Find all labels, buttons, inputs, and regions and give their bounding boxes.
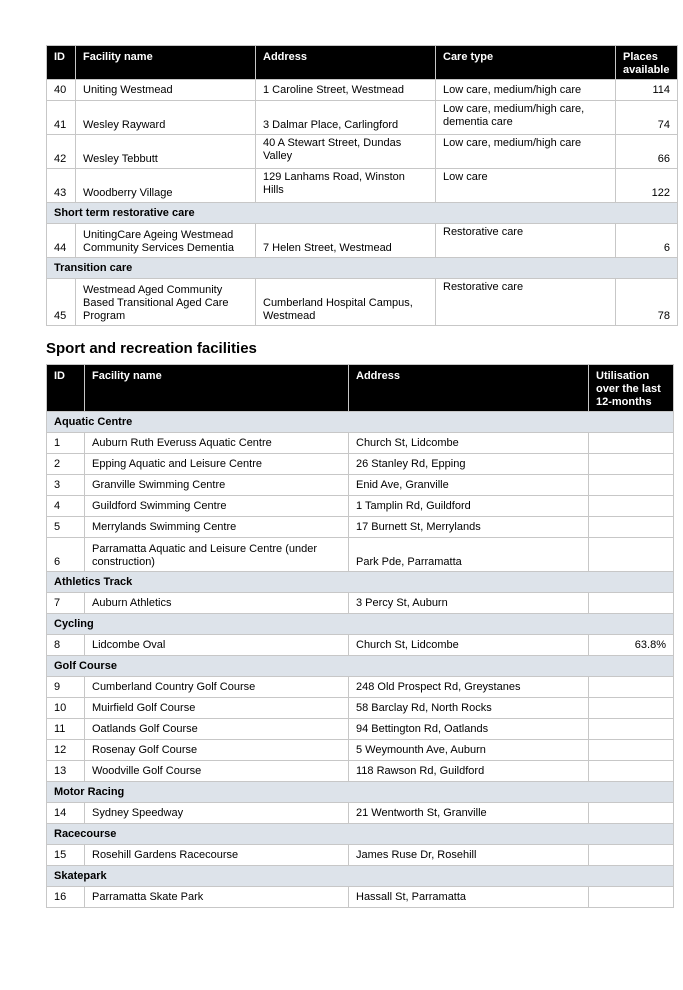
cell-facility-name: Lidcombe Oval bbox=[85, 635, 349, 656]
cell-facility-name: Muirfield Golf Course bbox=[85, 698, 349, 719]
cell-address: 17 Burnett St, Merrylands bbox=[349, 517, 589, 538]
header-address: Address bbox=[256, 46, 436, 80]
cell-address: Church St, Lidcombe bbox=[349, 635, 589, 656]
cell-address: 21 Wentworth St, Granville bbox=[349, 803, 589, 824]
table-row bbox=[47, 279, 678, 326]
cell-utilisation bbox=[589, 803, 674, 824]
cell-id: 1 bbox=[47, 433, 85, 454]
table-row bbox=[47, 517, 674, 538]
group-row-short-term-restorative-care bbox=[47, 203, 678, 224]
cell-facility-name: Cumberland Country Golf Course bbox=[85, 677, 349, 698]
cell-utilisation bbox=[589, 761, 674, 782]
table-row bbox=[47, 135, 678, 169]
sport-recreation-table bbox=[46, 364, 674, 908]
cell-care-type: Restorative care bbox=[436, 224, 616, 258]
cell-id: 12 bbox=[47, 740, 85, 761]
cell-address: 40 A Stewart Street, Dundas Valley bbox=[256, 135, 436, 169]
cell-facility-name: Rosenay Golf Course bbox=[85, 740, 349, 761]
table-row bbox=[47, 677, 674, 698]
table-row bbox=[47, 698, 674, 719]
table-row bbox=[47, 719, 674, 740]
cell-facility-name: Wesley Tebbutt bbox=[76, 135, 256, 169]
cell-id: 5 bbox=[47, 517, 85, 538]
cell-care-type: Restorative care bbox=[436, 279, 616, 326]
cell-id: 43 bbox=[47, 169, 76, 203]
group-label: Short term restorative care bbox=[47, 203, 678, 224]
cell-id: 8 bbox=[47, 635, 85, 656]
header-places-available: Places available bbox=[616, 46, 678, 80]
table-row bbox=[47, 224, 678, 258]
aged-care-table bbox=[46, 45, 678, 326]
table-row bbox=[47, 538, 674, 572]
header-utilisation: Utilisation over the last 12-months bbox=[589, 365, 674, 412]
cell-id: 4 bbox=[47, 496, 85, 517]
cell-address: 7 Helen Street, Westmead bbox=[256, 224, 436, 258]
group-row-transition-care bbox=[47, 258, 678, 279]
cell-care-type: Low care, medium/high care, dementia care bbox=[436, 101, 616, 135]
cell-utilisation bbox=[589, 698, 674, 719]
cell-address: Hassall St, Parramatta bbox=[349, 887, 589, 908]
cell-id: 7 bbox=[47, 593, 85, 614]
cell-address: 94 Bettington Rd, Oatlands bbox=[349, 719, 589, 740]
cell-id: 14 bbox=[47, 803, 85, 824]
cell-utilisation bbox=[589, 719, 674, 740]
cell-utilisation bbox=[589, 538, 674, 572]
table-row bbox=[47, 433, 674, 454]
cell-care-type: Low care, medium/high care bbox=[436, 135, 616, 169]
cell-id: 13 bbox=[47, 761, 85, 782]
cell-places: 122 bbox=[616, 169, 678, 203]
cell-facility-name: Epping Aquatic and Leisure Centre bbox=[85, 454, 349, 475]
group-label: Racecourse bbox=[47, 824, 674, 845]
group-row-racecourse bbox=[47, 824, 674, 845]
table-row bbox=[47, 80, 678, 101]
cell-address: 3 Dalmar Place, Carlingford bbox=[256, 101, 436, 135]
cell-address: 3 Percy St, Auburn bbox=[349, 593, 589, 614]
table-row bbox=[47, 475, 674, 496]
cell-address: 26 Stanley Rd, Epping bbox=[349, 454, 589, 475]
cell-facility-name: Woodville Golf Course bbox=[85, 761, 349, 782]
cell-address: 118 Rawson Rd, Guildford bbox=[349, 761, 589, 782]
group-label: Motor Racing bbox=[47, 782, 674, 803]
cell-address: James Ruse Dr, Rosehill bbox=[349, 845, 589, 866]
cell-utilisation bbox=[589, 454, 674, 475]
cell-places: 74 bbox=[616, 101, 678, 135]
table-row bbox=[47, 101, 678, 135]
header-facility-name: Facility name bbox=[85, 365, 349, 412]
cell-facility-name: Guildford Swimming Centre bbox=[85, 496, 349, 517]
cell-facility-name: Sydney Speedway bbox=[85, 803, 349, 824]
cell-places: 114 bbox=[616, 80, 678, 101]
table-row bbox=[47, 803, 674, 824]
cell-places: 78 bbox=[616, 279, 678, 326]
cell-places: 66 bbox=[616, 135, 678, 169]
table-header-row bbox=[47, 46, 678, 80]
cell-id: 11 bbox=[47, 719, 85, 740]
cell-facility-name: Parramatta Aquatic and Leisure Centre (under construction) bbox=[85, 538, 349, 572]
table-row bbox=[47, 845, 674, 866]
cell-utilisation bbox=[589, 433, 674, 454]
table-row bbox=[47, 635, 674, 656]
table-row bbox=[47, 454, 674, 475]
cell-care-type: Low care bbox=[436, 169, 616, 203]
cell-id: 16 bbox=[47, 887, 85, 908]
table-header-row bbox=[47, 365, 674, 412]
table-row bbox=[47, 169, 678, 203]
group-row-motor bbox=[47, 782, 674, 803]
cell-facility-name: Merrylands Swimming Centre bbox=[85, 517, 349, 538]
table-row bbox=[47, 496, 674, 517]
cell-utilisation bbox=[589, 517, 674, 538]
cell-id: 6 bbox=[47, 538, 85, 572]
cell-address: 58 Barclay Rd, North Rocks bbox=[349, 698, 589, 719]
group-label: Athletics Track bbox=[47, 572, 674, 593]
cell-address: 1 Tamplin Rd, Guildford bbox=[349, 496, 589, 517]
sport-table-body bbox=[47, 412, 674, 908]
group-label: Skatepark bbox=[47, 866, 674, 887]
header-id: ID bbox=[47, 365, 85, 412]
cell-address: 1 Caroline Street, Westmead bbox=[256, 80, 436, 101]
cell-utilisation bbox=[589, 593, 674, 614]
table-row bbox=[47, 593, 674, 614]
table-row bbox=[47, 740, 674, 761]
cell-address: Park Pde, Parramatta bbox=[349, 538, 589, 572]
group-row-athletics bbox=[47, 572, 674, 593]
cell-utilisation bbox=[589, 496, 674, 517]
group-label: Transition care bbox=[47, 258, 678, 279]
cell-places: 6 bbox=[616, 224, 678, 258]
cell-address: 5 Weymounth Ave, Auburn bbox=[349, 740, 589, 761]
group-row-skatepark bbox=[47, 866, 674, 887]
cell-address: 248 Old Prospect Rd, Greystanes bbox=[349, 677, 589, 698]
cell-address: Church St, Lidcombe bbox=[349, 433, 589, 454]
table-row bbox=[47, 761, 674, 782]
cell-utilisation bbox=[589, 845, 674, 866]
cell-facility-name: Auburn Athletics bbox=[85, 593, 349, 614]
cell-facility-name: Rosehill Gardens Racecourse bbox=[85, 845, 349, 866]
header-address: Address bbox=[349, 365, 589, 412]
group-label: Golf Course bbox=[47, 656, 674, 677]
cell-facility-name: Oatlands Golf Course bbox=[85, 719, 349, 740]
cell-id: 45 bbox=[47, 279, 76, 326]
cell-id: 9 bbox=[47, 677, 85, 698]
cell-utilisation: 63.8% bbox=[589, 635, 674, 656]
header-facility-name: Facility name bbox=[76, 46, 256, 80]
group-label: Cycling bbox=[47, 614, 674, 635]
cell-id: 42 bbox=[47, 135, 76, 169]
group-label: Aquatic Centre bbox=[47, 412, 674, 433]
cell-utilisation bbox=[589, 887, 674, 908]
cell-facility-name: UnitingCare Ageing Westmead Community Services Dementia bbox=[76, 224, 256, 258]
cell-address: 129 Lanhams Road, Winston Hills bbox=[256, 169, 436, 203]
cell-care-type: Low care, medium/high care bbox=[436, 80, 616, 101]
cell-facility-name: Granville Swimming Centre bbox=[85, 475, 349, 496]
cell-id: 44 bbox=[47, 224, 76, 258]
cell-facility-name: Wesley Rayward bbox=[76, 101, 256, 135]
cell-id: 15 bbox=[47, 845, 85, 866]
cell-address: Cumberland Hospital Campus, Westmead bbox=[256, 279, 436, 326]
cell-utilisation bbox=[589, 475, 674, 496]
group-row-golf bbox=[47, 656, 674, 677]
cell-facility-name: Parramatta Skate Park bbox=[85, 887, 349, 908]
group-row-cycling bbox=[47, 614, 674, 635]
cell-id: 40 bbox=[47, 80, 76, 101]
cell-facility-name: Uniting Westmead bbox=[76, 80, 256, 101]
cell-id: 3 bbox=[47, 475, 85, 496]
cell-facility-name: Westmead Aged Community Based Transitional Aged Care Program bbox=[76, 279, 256, 326]
cell-utilisation bbox=[589, 740, 674, 761]
table-row bbox=[47, 887, 674, 908]
cell-id: 41 bbox=[47, 101, 76, 135]
header-id: ID bbox=[47, 46, 76, 80]
cell-address: Enid Ave, Granville bbox=[349, 475, 589, 496]
cell-id: 10 bbox=[47, 698, 85, 719]
cell-id: 2 bbox=[47, 454, 85, 475]
section-title: Sport and recreation facilities bbox=[46, 340, 257, 357]
cell-facility-name: Woodberry Village bbox=[76, 169, 256, 203]
header-care-type: Care type bbox=[436, 46, 616, 80]
group-row-aquatic bbox=[47, 412, 674, 433]
cell-facility-name: Auburn Ruth Everuss Aquatic Centre bbox=[85, 433, 349, 454]
cell-utilisation bbox=[589, 677, 674, 698]
